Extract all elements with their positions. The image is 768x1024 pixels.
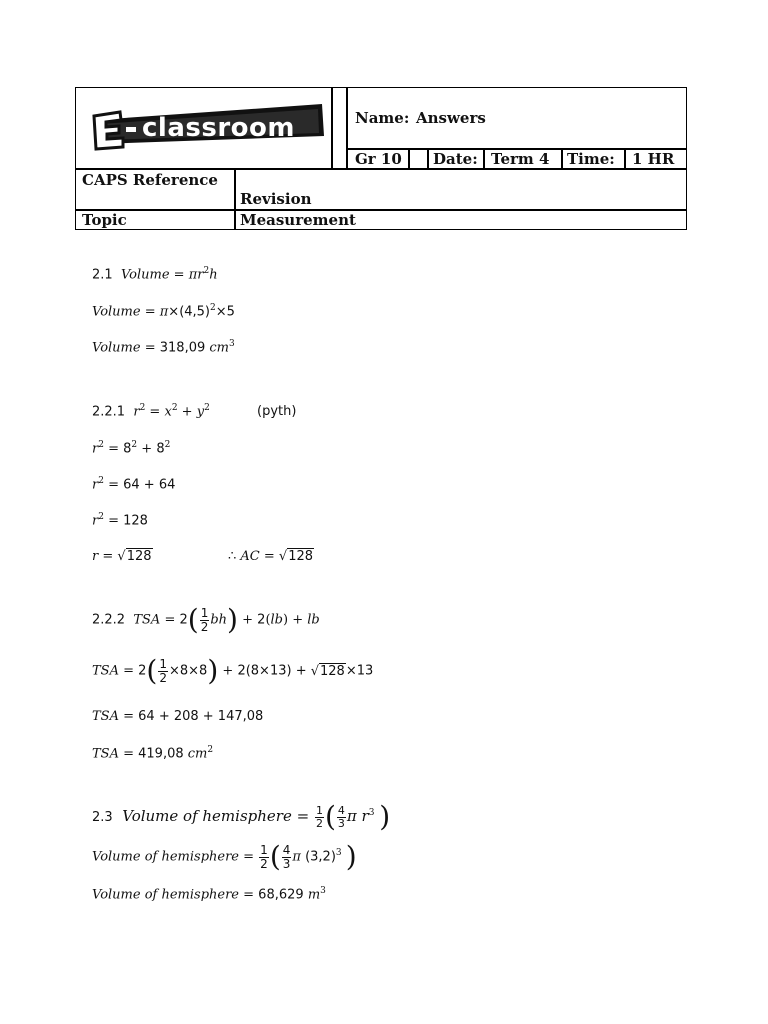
- e-classroom-logo: [90, 94, 330, 154]
- topic-label: Topic: [82, 211, 127, 229]
- q2-1-number: 2.1: [92, 267, 113, 283]
- topic-value: Measurement: [240, 211, 356, 229]
- logo-text: classroom: [142, 113, 295, 143]
- name-label: Name:: [355, 109, 410, 127]
- caps-reference-label: CAPS Reference: [82, 171, 218, 189]
- caps-reference-value: Revision: [240, 190, 312, 208]
- name-value: Answers: [416, 109, 486, 127]
- q2-2-2-line2: TSA = 2( $\frac{1}{2}$ ×8×8) + 2(8×13) + √128×13: [92, 654, 374, 687]
- q2-2-1-number: 2.2.1: [92, 404, 126, 420]
- q2-2-1-line5: r = √128: [92, 549, 152, 564]
- q2-1-line1: 2.1 Volume = $\pi r^2h$: [92, 266, 218, 283]
- q2-2-2-number: 2.2.2: [92, 612, 126, 628]
- q2-3-line3: Volume of hemisphere = 68,629 $m^3$: [92, 886, 326, 903]
- pythagoras-note: (pyth): [257, 404, 297, 419]
- term-value: Term 4: [491, 150, 550, 168]
- q2-2-1-line5b: ∴ AC = √128: [228, 549, 314, 564]
- q2-2-1-line3: $r^2 = 64 + 64$: [92, 476, 176, 493]
- q2-3-number: 2.3: [92, 810, 113, 825]
- q2-2-2-line4: TSA = 419,08 $cm^2$: [92, 745, 214, 762]
- q2-2-2-line1: 2.2.2 TSA = 2( $\frac{1}{2}$ bh) + 2(lb) + lb: [92, 603, 320, 636]
- q2-1-line2: Volume = $\pi\times(4,5)^2\times 5$: [92, 303, 235, 320]
- date-label: Date:: [433, 150, 478, 168]
- q2-3-line2: Volume of hemisphere = $\frac{1}{2}$ ( $\frac{4}{3}$ π $(3,2)^3$ ): [92, 840, 357, 873]
- time-label: Time:: [567, 150, 615, 168]
- q2-3-line1: 2.3 Volume of hemisphere = $\frac{1}{2}$ ( $\frac{4}{3}$ π $r^3$ ): [92, 800, 391, 833]
- q2-2-1-line4: $r^2 = 128$: [92, 512, 148, 529]
- q2-2-1-line1: 2.2.1 $r^2 = x^2 + y^2$: [92, 403, 210, 420]
- q2-2-2-line3: TSA = 64 + 208 + 147,08: [92, 709, 264, 724]
- time-value: 1 HR: [632, 150, 675, 168]
- header-table: [75, 87, 687, 230]
- q2-2-1-line2: $r^2 = 8^2 + 8^2$: [92, 440, 171, 457]
- q2-1-line3: Volume = 318,09 $cm^3$: [92, 339, 235, 356]
- grade-value: Gr 10: [355, 150, 402, 168]
